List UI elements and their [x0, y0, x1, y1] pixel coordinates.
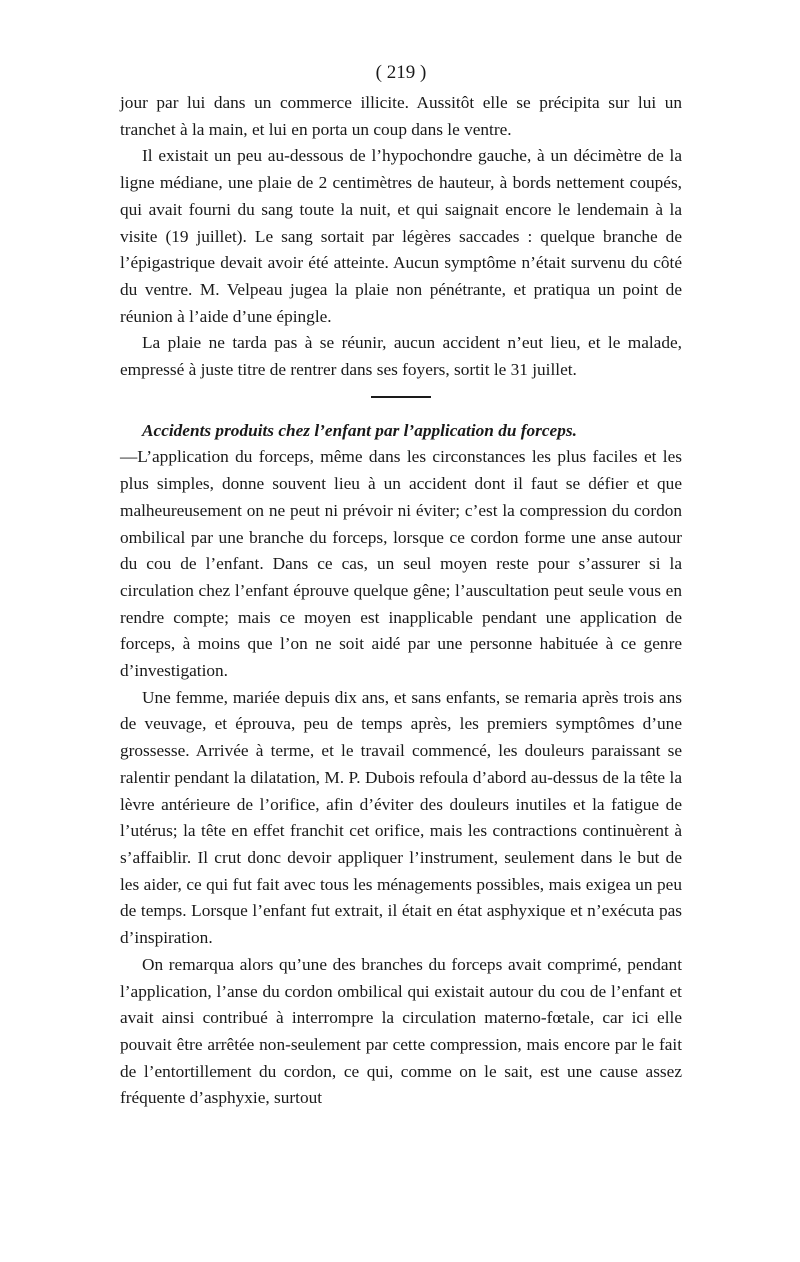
- section-paragraph: [120, 418, 682, 685]
- paragraph-case-analysis: On remarqua alors qu’une des branches du forceps avait comprimé, pendant l’application, l’anse du cordon ombilical qui existait autour du cou de l’enfant et avait ainsi contribué à interrompre la circulation materno-fœtale, car ici elle pouvait être arrêtée non-seulement par cette compression, mais encore par le fait de l’entortillement du cordon, ce qui, comme on le sait, est une cause assez fréquente d’asphyxie, surtout: [120, 954, 682, 1108]
- section-title: Accidents produits chez l’enfant par l’application du forceps.: [142, 420, 577, 440]
- paragraph-wound-outcome: La plaie ne tarda pas à se réunir, aucun accident n’eut lieu, et le malade, empressé à juste titre de rentrer dans ses foyers, sortit le 31 juillet.: [120, 333, 682, 380]
- page-number: ( 219 ): [375, 62, 427, 83]
- paragraph-wound-description: Il existait un peu au-dessous de l’hypochondre gauche, à un décimètre de la ligne médiane, une plaie de 2 centimètres de hauteur, à bords nettement coupés, qui avait fourni du sang toute la nuit, et qui saignait encore le lendemain à la visite (19 juillet). Le sang sortait par légères saccades : quelque branche de l’épigastrique devait avoir été atteinte. Aucun symptôme n’était survenu du côté du ventre. M. Velpeau jugea la plaie non pénétrante, et pratiqua un point de réunion à l’aide d’une épingle.: [120, 146, 682, 326]
- section-intro: —L’application du forceps, même dans les circonstances les plus faciles et les plus simples, donne souvent lieu à un accident dont il faut se défier et que malheureusement on ne peut ni prévoir ni éviter; c’est la compression du cordon ombilical par une branche du forceps, lorsque ce cordon forme une anse autour du cou de l’enfant. Dans ce cas, un seul moyen reste pour s’assurer si la circulation chez l’enfant éprouve quelque gêne; l’auscultation peut seule vous en rendre compte; mais ce moyen est inapplicable pendant une application de forceps, à moins que l’on ne soit aidé par une personne habituée à ce genre d’investigation.: [120, 447, 682, 681]
- paragraph-case-report: Une femme, mariée depuis dix ans, et sans enfants, se remaria après trois ans de veuvage, et éprouva, peu de temps après, les premiers symptômes d’une grossesse. Arrivée à terme, et le travail commencé, les douleurs paraissant se ralentir pendant la dilatation, M. P. Dubois refoula d’abord au-dessus de la tête la lèvre antérieure de l’orifice, afin d’éviter des douleurs inutiles et la fatigue de l’utérus; la tête en effet franchit cet orifice, mais les contractions continuèrent à s’affaiblir. Il crut donc devoir appliquer l’instrument, seulement dans le but de les aider, ce qui fut fait avec tous les ménagements possibles, mais exigea un peu de temps. Lorsque l’enfant fut extrait, il était en état asphyxique et n’exécuta pas d’inspiration.: [120, 687, 682, 948]
- book-page: [120, 60, 682, 1112]
- section-divider: [371, 396, 431, 398]
- paragraph-continuation: jour par lui dans un commerce illicite. Aussitôt elle se précipita sur lui un tranchet à la main, et lui en porta un coup dans le ventre.: [120, 93, 682, 139]
